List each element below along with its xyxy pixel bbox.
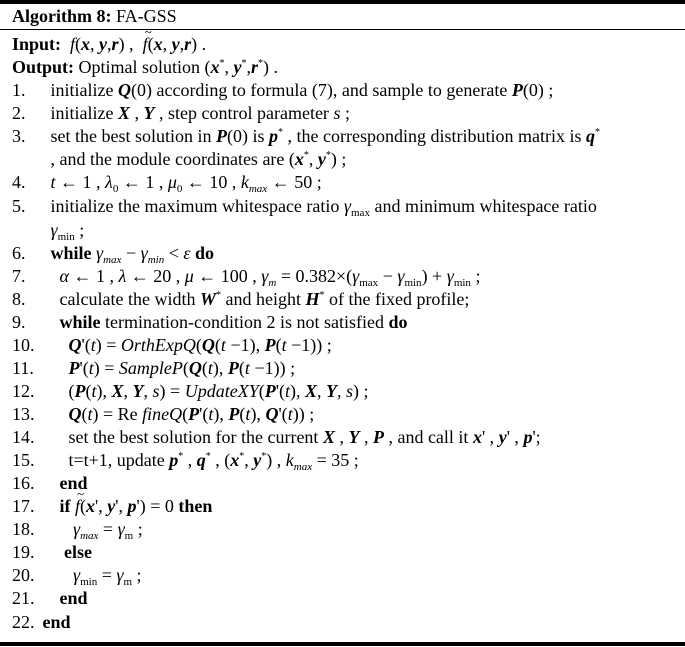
algorithm-label: Algorithm 8: (12, 6, 112, 26)
line-number: 18. (12, 519, 35, 539)
line-number: 12. (12, 381, 35, 401)
algo-line-17: 17. if ~ f(x', y', p') = 0 then (12, 495, 212, 517)
algo-line-12: 12. (P(t), X, Y, s) = UpdateXY(P'(t), X, Y, s) ; (12, 381, 369, 401)
line-number: 17. (12, 496, 35, 516)
line-number: 4. (12, 172, 26, 192)
algo-line-14: 14. set the best solution for the current X , Y , P , and call it x' , y' , p'; (12, 427, 541, 447)
line-number: 14. (12, 427, 35, 447)
line-number: 16. (12, 473, 35, 493)
line-number: 9. (12, 312, 26, 332)
line-number: 5. (12, 196, 26, 216)
algo-line-18: 18. $\gamma_{max} = \gamma_m$ ; (12, 519, 143, 542)
algo-line-4: 4. t ← 1 , $\lambda_0$ ← 1 , $\mu_0$ ← 10 , $k_{max}$ ← 50 ; (12, 172, 322, 195)
output-expr: Optimal solution (x*, y*,r*) . (78, 57, 279, 77)
algo-line-15: 15. t=t+1, update p* , q* , (x*, y*) , $k_{max} = 35$ ; (12, 450, 359, 473)
algorithm-title (12, 5, 177, 27)
algo-line-2: 2. initialize X , Y , step control parameter s ; (12, 103, 350, 123)
top-rule (0, 0, 685, 4)
line-number: 21. (12, 588, 35, 608)
algo-line-3-cont: , and the module coordinates are (x*, y*) ; (50, 149, 347, 169)
algo-line-13: 13. Q(t) = Re fineQ(P'(t), P(t), Q'(t)) ; (12, 404, 315, 424)
algo-line-9: 9. while termination-condition 2 is not satisfied do (12, 312, 408, 332)
line-number: 15. (12, 450, 35, 470)
input-expr: f(x, y,r) , ~ f(x, y,r) . (66, 34, 207, 54)
algorithm-name: FA-GSS (115, 6, 177, 26)
line-number: 6. (12, 243, 26, 263)
bottom-rule (0, 642, 685, 646)
title-rule (0, 29, 685, 30)
line-number: 1. (12, 80, 26, 100)
input-label: Input: (12, 34, 62, 54)
algo-line-1: 1. initialize Q(0) according to formula (7), and sample to generate P(0) ; (12, 80, 554, 100)
line-number: 13. (12, 404, 35, 424)
algo-line-8: 8. calculate the width W* and height H* of the fixed profile; (12, 289, 470, 309)
line-number: 3. (12, 126, 26, 146)
algo-line-3: 3. set the best solution in P(0) is p* , the corresponding distribution matrix is q* (12, 126, 600, 146)
algo-line-16: 16. end (12, 473, 88, 493)
line-number: 2. (12, 103, 26, 123)
algo-line-10: 10. Q'(t) = OrthExpQ(Q(t −1), P(t −1)) ; (12, 335, 332, 355)
line-number: 22. (12, 612, 35, 632)
output-line (12, 56, 278, 78)
line-number: 20. (12, 565, 35, 585)
algo-line-6: 6. while $\gamma_{max} - \gamma_{min} < \varepsilon$ do (12, 243, 214, 266)
algo-line-7: 7. α ← 1 , λ ← 20 , μ ← 100 , $\gamma_m = 0.382\times(\gamma_{max} - \gamma_{min}) + \gamma_{min}$ ; (12, 266, 481, 289)
input-line (12, 33, 206, 55)
line-number: 11. (12, 358, 34, 378)
algo-line-21: 21. end (12, 588, 88, 608)
line-number: 19. (12, 542, 35, 562)
algo-line-11: 11. P'(t) = SampleP(Q(t), P(t −1)) ; (12, 358, 296, 378)
algo-line-22: 22. end (12, 612, 71, 632)
output-label: Output: (12, 57, 75, 77)
line-number: 10. (12, 335, 35, 355)
line-number: 7. (12, 266, 26, 286)
algo-line-5: 5. initialize the maximum whitespace ratio $\gamma_{max}$ and minimum whitespace ratio (12, 196, 597, 219)
algo-line-20: 20. $\gamma_{min} = \gamma_m$ ; (12, 565, 142, 588)
line-number: 8. (12, 289, 26, 309)
algo-line-19: 19. else (12, 542, 92, 562)
algo-line-5-cont: $\gamma_{min}$ ; (50, 220, 85, 243)
